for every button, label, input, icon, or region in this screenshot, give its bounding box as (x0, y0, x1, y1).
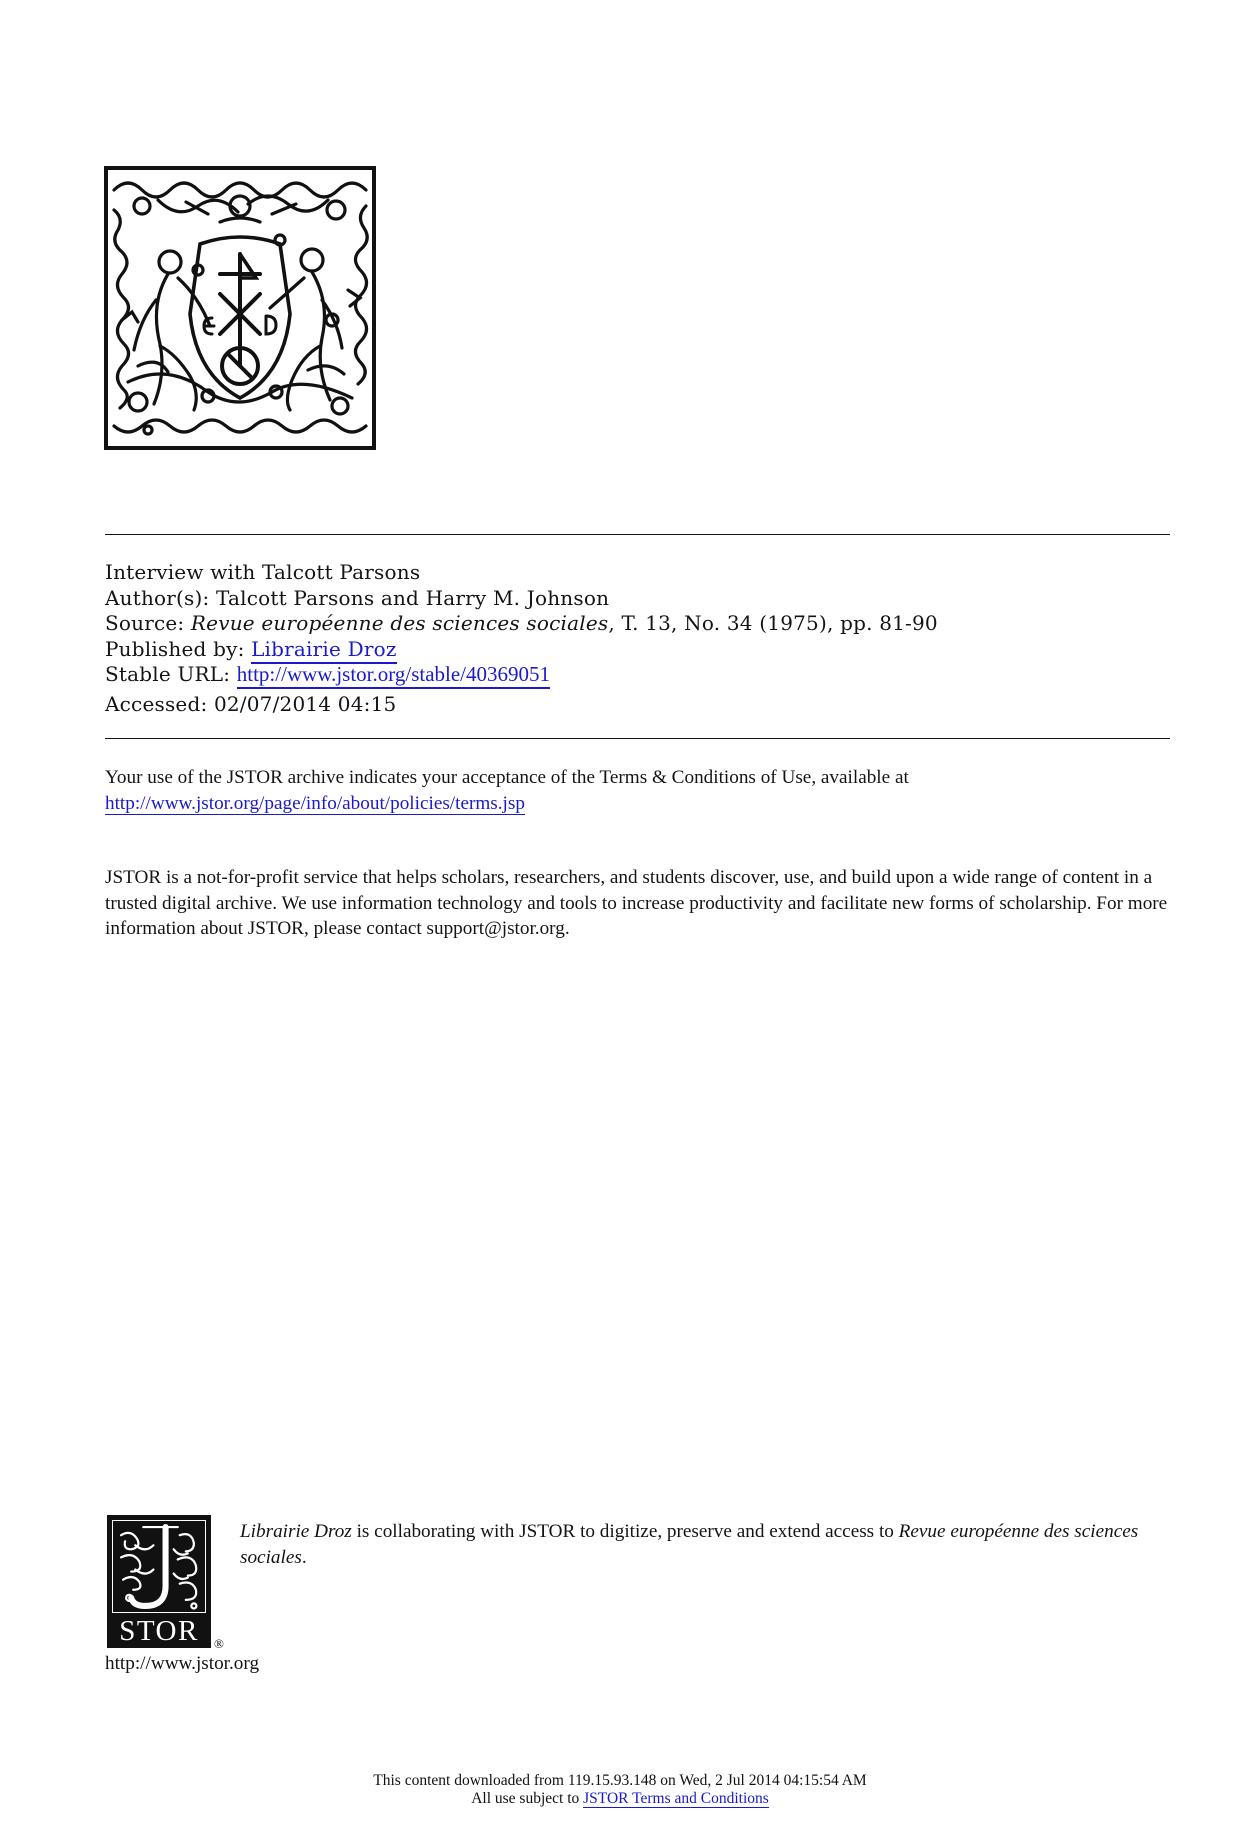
accessed-label: Accessed: (105, 691, 208, 716)
about-jstor-paragraph: JSTOR is a not-for-profit service that helps scholars, researchers, and students discover, use, and build upon a wide range of content in a trusted digital archive. We use information technology and tools to increase productivity and facilitate new forms of scholarship. For more information about JSTOR, please contact support@jstor.org. (105, 867, 1168, 939)
source-journal: Revue européenne des sciences sociales (190, 611, 609, 635)
jstor-j-panel (112, 1520, 206, 1613)
source-details: , T. 13, No. 34 (1975), pp. 81-90 (608, 611, 938, 635)
printers-mark-image (104, 166, 376, 450)
collab-journal: Revue européenne des sciences sociales (240, 1521, 1139, 1568)
publisher-link[interactable]: Librairie Droz (251, 637, 397, 664)
jstor-homepage-url: http://www.jstor.org (105, 1653, 260, 1674)
article-accessed (105, 692, 938, 718)
stable-url-label: Stable URL: (105, 662, 231, 686)
source-label: Source: (105, 611, 185, 635)
terms-notice (105, 765, 1185, 816)
published-by-label: Published by: (105, 636, 245, 661)
registered-mark: ® (214, 1636, 224, 1651)
article-authors (105, 586, 938, 612)
jstor-wordmark: STOR (119, 1615, 199, 1647)
use-terms-prefix: All use subject to (471, 1790, 584, 1807)
article-publisher (105, 637, 938, 663)
collab-text: is collaborating with JSTOR to digitize, preserve and extend access to (351, 1521, 899, 1542)
download-info: This content downloaded from 119.15.93.148 on Wed, 2 Jul 2014 04:15:54 AM (373, 1772, 867, 1789)
article-title: Interview with Talcott Parsons (105, 560, 421, 584)
bottom-divider (105, 738, 1170, 739)
stable-url-link[interactable]: http://www.jstor.org/stable/40369051 (237, 662, 550, 689)
collaboration-statement (240, 1519, 1180, 1570)
top-divider (105, 534, 1170, 535)
jstor-logo (107, 1515, 211, 1648)
download-footer (0, 1772, 1240, 1808)
use-terms-line (0, 1790, 1240, 1808)
terms-link[interactable]: http://www.jstor.org/page/info/about/policies/terms.jsp (105, 792, 525, 814)
printers-mark-icon (108, 170, 372, 446)
accessed-value: 02/07/2014 04:15 (213, 691, 397, 716)
jstor-terms-link[interactable]: JSTOR Terms and Conditions (583, 1790, 769, 1807)
collab-end: . (301, 1546, 307, 1568)
article-metadata (105, 560, 938, 717)
jstor-logo-icon (113, 1521, 205, 1612)
collab-publisher: Librairie Droz (240, 1521, 352, 1542)
terms-notice-text: Your use of the JSTOR archive indicates your acceptance of the Terms & Conditions of Use, available at (105, 767, 909, 788)
authors-value: Talcott Parsons and Harry M. Johnson (216, 585, 610, 610)
article-source (105, 611, 938, 637)
article-stable-url (105, 662, 938, 688)
authors-label: Author(s): (105, 585, 210, 610)
